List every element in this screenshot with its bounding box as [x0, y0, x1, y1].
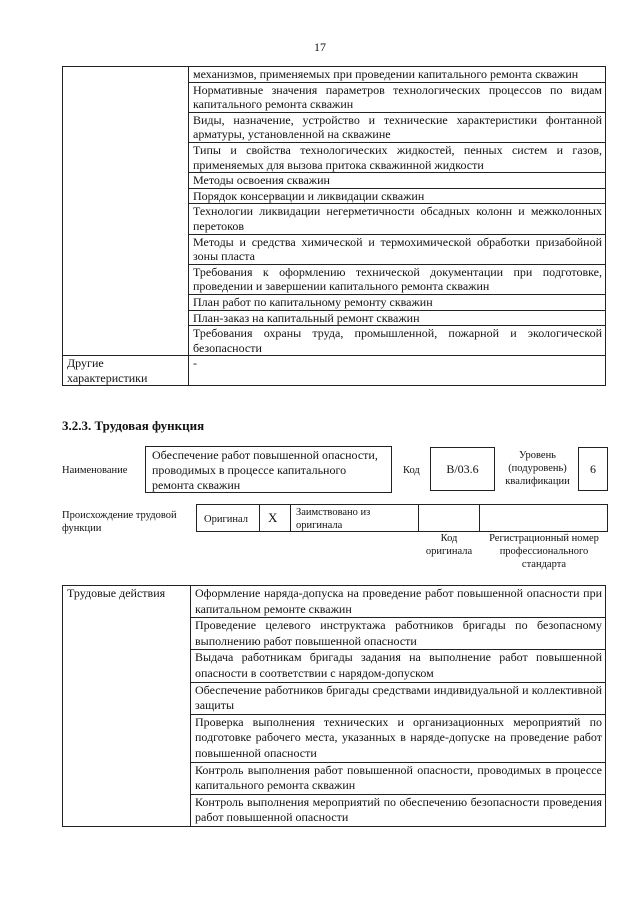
borrowed-label: Заимствовано из оригинала — [296, 507, 371, 531]
action-item: Проверка выполнения технических и организационных мероприятий по подготовке рабочего места, указанных в наряде-допуске на проведение работ повышенной опасности — [191, 714, 606, 762]
knowledge-item: Методы и средства химической и термохимической обработки призабойной зоны пласта — [189, 234, 606, 264]
function-name-box — [145, 446, 392, 493]
code-original-label: Код оригинала — [425, 533, 473, 557]
origin-label: Происхождение трудовой функции — [62, 510, 177, 534]
label-cell — [63, 67, 189, 356]
divider — [418, 505, 419, 532]
level-box — [578, 447, 608, 491]
knowledge-item: Технологии ликвидации негерметичности обсадных колонн и межколонных перетоков — [189, 204, 606, 234]
actions-table — [62, 585, 606, 827]
code-box — [430, 447, 495, 491]
knowledge-item: Виды, назначение, устройство и технические характеристики фонтанной арматуры, установленной на скважине — [189, 112, 606, 142]
divider — [479, 505, 480, 532]
other-characteristics-value: - — [189, 356, 606, 386]
original-mark: X — [268, 510, 278, 525]
level-value: 6 — [590, 462, 596, 476]
knowledge-item: План-заказ на капитальный ремонт скважин — [189, 310, 606, 326]
code-value: B/03.6 — [446, 462, 479, 476]
reg-number-label: Регистрационный номер профессионального стандарта — [489, 533, 599, 570]
table-row — [63, 356, 606, 386]
action-item: Проведение целевого инструктажа работников бригады по безопасному выполнению работ повышенной опасности — [191, 618, 606, 650]
knowledge-item: механизмов, применяемых при проведении капитального ремонта скважин — [189, 67, 606, 83]
action-item: Контроль выполнения работ повышенной опасности, проводимых в процессе капитального ремонта скважин — [191, 762, 606, 794]
name-label: Наименование — [62, 465, 128, 476]
divider — [259, 505, 260, 532]
knowledge-item: Требования охраны труда, промышленной, пожарной и экологической безопасности — [189, 326, 606, 356]
code-label: Код — [403, 465, 420, 476]
action-item: Контроль выполнения мероприятий по обеспечению безопасности проведения работ повышенной опасности — [191, 794, 606, 826]
knowledge-table — [62, 66, 606, 386]
section-heading: 3.2.3. Трудовая функция — [62, 418, 205, 433]
actions-label: Трудовые действия — [63, 586, 191, 827]
function-name: Обеспечение работ повышенной опасности, проводимых в процессе капитального ремонта скважин — [152, 448, 378, 492]
page-number: 17 — [314, 40, 326, 54]
other-characteristics-label: Другие характеристики — [63, 356, 189, 386]
action-item: Выдача работникам бригады задания на выполнение работ повышенной опасности в соответствии с нарядом-допуском — [191, 650, 606, 682]
divider — [290, 505, 291, 532]
action-item: Обеспечение работников бригады средствами индивидуальной и коллективной защиты — [191, 682, 606, 714]
table-row — [63, 67, 606, 83]
knowledge-item: Требования к оформлению технической документации при подготовке, проведении и завершении капитального ремонта скважин — [189, 264, 606, 294]
knowledge-item: Типы и свойства технологических жидкостей, пенных систем и газов, применяемых для вызова притока скважинной жидкости — [189, 142, 606, 172]
knowledge-item: Порядок консервации и ликвидации скважин — [189, 188, 606, 204]
knowledge-item: Нормативные значения параметров технологических процессов по видам капитального ремонта скважин — [189, 82, 606, 112]
original-label: Оригинал — [204, 514, 248, 525]
action-item: Оформление наряда-допуска на проведение работ повышенной опасности при капитальном ремонте скважин — [191, 586, 606, 618]
knowledge-item: План работ по капитальному ремонту скважин — [189, 294, 606, 310]
level-label: Уровень (подуровень) квалификации — [505, 450, 570, 487]
table-row — [63, 586, 606, 618]
knowledge-item: Методы освоения скважин — [189, 173, 606, 189]
